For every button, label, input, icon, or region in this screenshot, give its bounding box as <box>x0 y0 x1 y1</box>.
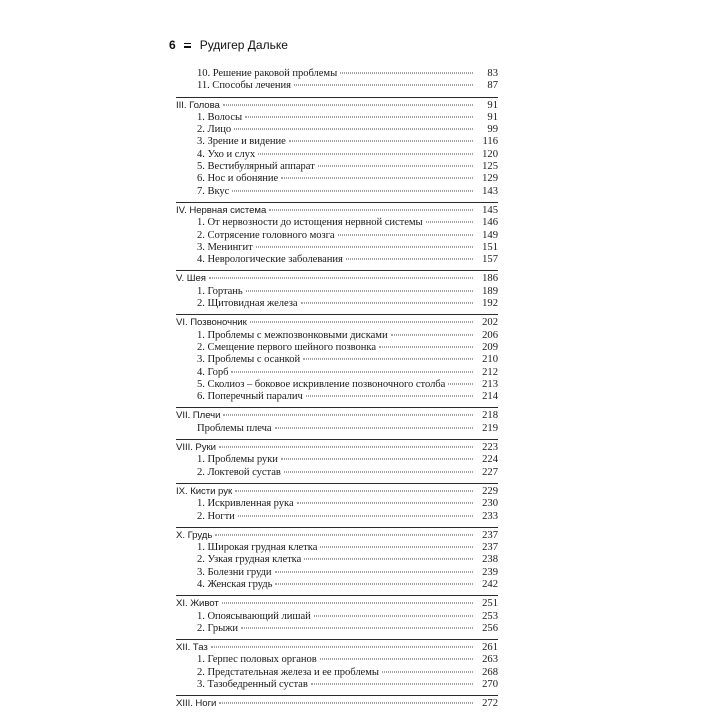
entry-page-number: 210 <box>482 354 498 366</box>
dot-leader <box>211 647 473 648</box>
toc-section <box>176 483 498 523</box>
entry-title: 5. Вестибулярный аппарат <box>197 161 315 173</box>
dot-leader <box>223 104 473 105</box>
dot-leader <box>306 396 473 397</box>
toc-subentry <box>176 286 498 298</box>
dot-leader <box>241 627 473 628</box>
toc-section <box>176 68 498 93</box>
entry-title: X. Грудь <box>176 529 213 541</box>
toc-chapter-entry <box>176 410 498 422</box>
entry-title: 3. Болезни груди <box>197 566 272 578</box>
toc-chapter-entry <box>176 642 498 654</box>
dot-leader <box>284 471 473 472</box>
entry-page-number: 251 <box>482 598 498 610</box>
entry-title: 2. Сотрясение головного мозга <box>197 229 335 241</box>
dot-leader <box>235 490 473 491</box>
entry-title: 11. Способы лечения <box>197 80 291 92</box>
toc-subentry <box>176 354 498 366</box>
dot-leader <box>314 615 473 616</box>
toc-section <box>176 97 498 198</box>
entry-page-number: 192 <box>482 298 498 310</box>
entry-page-number: 151 <box>482 241 498 253</box>
entry-title: 7. Вкус <box>197 185 230 197</box>
entry-title: 5. Сколиоз – боковое искривление позвоночного столба <box>197 378 446 390</box>
entry-title: 4. Женская грудь <box>197 578 273 590</box>
entry-page-number: 272 <box>482 698 498 710</box>
entry-title: 1. Герпес половых органов <box>197 654 317 666</box>
dot-leader <box>275 571 473 572</box>
entry-page-number: 145 <box>482 204 498 216</box>
entry-page-number: 218 <box>482 410 498 422</box>
toc-subentry <box>176 542 498 554</box>
entry-page-number: 83 <box>487 68 498 79</box>
toc-subentry <box>176 679 498 691</box>
toc-section <box>176 439 498 479</box>
dot-leader <box>289 141 473 142</box>
dot-leader <box>269 209 473 210</box>
dot-leader <box>297 503 473 504</box>
entry-title: VII. Плечи <box>176 410 221 422</box>
toc-section <box>176 639 498 691</box>
entry-page-number: 186 <box>482 273 498 285</box>
entry-page-number: 233 <box>482 510 498 522</box>
entry-page-number: 116 <box>482 136 498 148</box>
page-number: 6 <box>169 38 176 52</box>
dot-leader <box>379 346 473 347</box>
entry-title: 3. Зрение и видение <box>197 136 286 148</box>
entry-page-number: 268 <box>482 666 498 678</box>
dot-leader <box>232 190 473 191</box>
entry-title: 1. Гортань <box>197 285 243 297</box>
entry-page-number: 120 <box>482 148 498 160</box>
entry-title: III. Голова <box>176 99 220 111</box>
toc-subentry <box>176 136 498 148</box>
toc-subentry <box>176 242 498 254</box>
dot-leader <box>234 129 473 130</box>
dot-leader <box>320 659 473 660</box>
entry-page-number: 149 <box>482 229 498 241</box>
toc-subentry <box>176 454 498 466</box>
entry-title: 1. От нервозности до истощения нервной системы <box>197 217 423 229</box>
table-of-contents <box>176 68 498 711</box>
entry-title: 10. Решение раковой проблемы <box>197 68 338 79</box>
entry-title: 2. Предстательная железа и ее проблемы <box>197 666 379 678</box>
entry-title: XII. Таз <box>176 642 208 654</box>
entry-page-number: 229 <box>482 485 498 497</box>
toc-section <box>176 407 498 435</box>
dot-leader <box>219 447 473 448</box>
entry-title: 6. Нос и обоняние <box>197 173 279 185</box>
toc-chapter-entry <box>176 100 498 112</box>
toc-subentry <box>176 186 498 198</box>
dot-leader <box>294 85 473 86</box>
author-name: Рудигер Дальке <box>199 38 288 52</box>
entry-title: 1. Опоясывающий лишай <box>197 610 311 622</box>
entry-title: VIII. Руки <box>176 442 216 454</box>
entry-page-number: 261 <box>482 642 498 654</box>
entry-title: XIII. Ноги <box>176 698 217 710</box>
dot-leader <box>245 116 473 117</box>
toc-subentry <box>176 611 498 623</box>
entry-page-number: 213 <box>482 378 498 390</box>
dot-leader <box>275 583 473 584</box>
entry-page-number: 253 <box>482 610 498 622</box>
entry-page-number: 146 <box>482 217 498 229</box>
entry-title: 2. Ногти <box>197 510 235 522</box>
entry-title: VI. Позвоночник <box>176 317 247 329</box>
entry-title: 1. Проблемы руки <box>197 454 278 466</box>
entry-page-number: 129 <box>482 173 498 185</box>
entry-title: 1. Широкая грудная клетка <box>197 542 318 554</box>
toc-subentry <box>176 112 498 124</box>
entry-page-number: 209 <box>482 341 498 353</box>
toc-subentry <box>176 654 498 666</box>
toc-subentry <box>176 467 498 479</box>
toc-chapter-entry <box>176 442 498 454</box>
page-header <box>169 38 288 52</box>
entry-page-number: 270 <box>482 679 498 691</box>
toc-subentry <box>176 667 498 679</box>
toc-subentry <box>176 379 498 391</box>
entry-page-number: 157 <box>482 254 498 266</box>
entry-title: Проблемы плеча <box>197 422 272 434</box>
entry-page-number: 202 <box>482 317 498 329</box>
dot-leader <box>231 371 473 372</box>
entry-title: IV. Нервная система <box>176 204 267 216</box>
toc-subentry <box>176 498 498 510</box>
entry-title: 2. Локтевой сустав <box>197 466 281 478</box>
entry-title: 2. Щитовидная железа <box>197 298 298 310</box>
entry-title: V. Шея <box>176 273 206 285</box>
entry-title: XI. Живот <box>176 598 219 610</box>
toc-subentry <box>176 173 498 185</box>
entry-title: 4. Горб <box>197 366 229 378</box>
entry-page-number: 206 <box>482 329 498 341</box>
toc-subentry <box>176 298 498 310</box>
dot-leader <box>301 303 473 304</box>
entry-page-number: 237 <box>482 529 498 541</box>
toc-subentry <box>176 254 498 266</box>
separator-icon <box>184 41 191 50</box>
entry-page-number: 87 <box>487 80 498 92</box>
entry-page-number: 224 <box>482 454 498 466</box>
toc-subentry <box>176 124 498 136</box>
toc-subentry <box>176 391 498 403</box>
dot-leader <box>311 684 473 685</box>
toc-chapter-entry <box>176 317 498 329</box>
dot-leader <box>222 603 473 604</box>
dot-leader <box>281 178 473 179</box>
entry-page-number: 99 <box>487 124 498 136</box>
dot-leader <box>223 415 473 416</box>
entry-title: 4. Неврологические заболевания <box>197 254 343 266</box>
toc-subentry <box>176 554 498 566</box>
entry-page-number: 223 <box>482 442 498 454</box>
toc-subentry <box>176 161 498 173</box>
toc-section <box>176 270 498 310</box>
dot-leader <box>246 290 473 291</box>
entry-title: 3. Тазобедренный сустав <box>197 679 308 691</box>
toc-section <box>176 595 498 635</box>
dot-leader <box>281 459 473 460</box>
toc-subentry <box>176 330 498 342</box>
dot-leader <box>256 246 473 247</box>
dot-leader <box>238 515 473 516</box>
dot-leader <box>346 259 473 260</box>
entry-title: 2. Смещение первого шейного позвонка <box>197 341 376 353</box>
entry-page-number: 91 <box>487 111 498 123</box>
entry-title: 3. Менингит <box>197 241 253 253</box>
toc-section <box>176 527 498 591</box>
entry-page-number: 219 <box>482 422 498 434</box>
entry-title: 1. Проблемы с межпозвонковыми дисками <box>197 329 388 341</box>
entry-title: 3. Проблемы с осанкой <box>197 354 301 366</box>
dot-leader <box>219 703 473 704</box>
toc-chapter-entry <box>176 205 498 217</box>
entry-page-number: 239 <box>482 566 498 578</box>
entry-page-number: 263 <box>482 654 498 666</box>
entry-title: 1. Искривленная рука <box>197 498 294 510</box>
dot-leader <box>215 534 473 535</box>
toc-subentry <box>176 230 498 242</box>
entry-title: 2. Узкая грудная клетка <box>197 554 302 566</box>
toc-subentry <box>176 423 498 435</box>
toc-chapter-entry <box>176 598 498 610</box>
entry-title: 6. Поперечный паралич <box>197 391 303 403</box>
dot-leader <box>318 166 473 167</box>
entry-page-number: 237 <box>482 542 498 554</box>
dot-leader <box>338 234 473 235</box>
dot-leader <box>250 322 473 323</box>
dot-leader <box>426 222 473 223</box>
dot-leader <box>448 383 473 384</box>
toc-section <box>176 695 498 710</box>
dot-leader <box>382 671 473 672</box>
toc-subentry <box>176 579 498 591</box>
dot-leader <box>303 359 473 360</box>
dot-leader <box>391 334 473 335</box>
toc-subentry <box>176 623 498 635</box>
entry-page-number: 242 <box>482 578 498 590</box>
dot-leader <box>209 278 473 279</box>
toc-subentry <box>176 367 498 379</box>
entry-page-number: 143 <box>482 185 498 197</box>
entry-page-number: 214 <box>482 391 498 403</box>
toc-subentry <box>176 567 498 579</box>
toc-chapter-entry <box>176 273 498 285</box>
entry-page-number: 256 <box>482 622 498 634</box>
entry-page-number: 189 <box>482 285 498 297</box>
entry-title: 2. Грыжи <box>197 622 239 634</box>
entry-page-number: 230 <box>482 498 498 510</box>
entry-page-number: 125 <box>482 161 498 173</box>
toc-subentry <box>176 217 498 229</box>
entry-page-number: 238 <box>482 554 498 566</box>
toc-section <box>176 202 498 266</box>
dot-leader <box>258 153 473 154</box>
entry-title: IX. Кисти рук <box>176 485 233 497</box>
entry-title: 4. Ухо и слух <box>197 148 256 160</box>
entry-title: 1. Волосы <box>197 111 243 123</box>
toc-subentry <box>176 80 498 92</box>
toc-subentry <box>176 149 498 161</box>
entry-page-number: 227 <box>482 466 498 478</box>
entry-page-number: 212 <box>482 366 498 378</box>
entry-title: 2. Лицо <box>197 124 232 136</box>
toc-subentry <box>176 342 498 354</box>
dot-leader <box>304 559 473 560</box>
toc-subentry <box>176 511 498 523</box>
toc-section <box>176 314 498 403</box>
toc-chapter-entry <box>176 698 498 710</box>
dot-leader <box>275 427 473 428</box>
dot-leader <box>340 73 473 74</box>
entry-page-number: 91 <box>487 99 498 111</box>
dot-leader <box>320 547 473 548</box>
toc-chapter-entry <box>176 486 498 498</box>
toc-chapter-entry <box>176 530 498 542</box>
toc-subentry <box>176 68 498 80</box>
